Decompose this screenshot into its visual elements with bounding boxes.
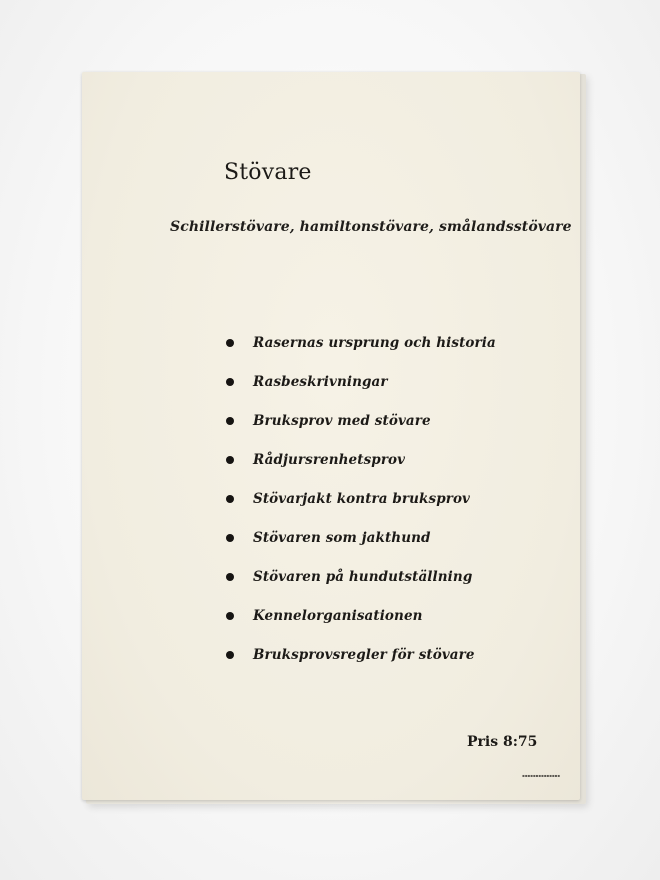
bullet-icon — [226, 378, 234, 386]
book-title: Stövare — [224, 160, 312, 185]
list-item-label: Stövarjakt kontra bruksprov — [253, 490, 471, 507]
list-item — [226, 323, 496, 362]
list-item — [226, 518, 496, 557]
list-item-label: Rasernas ursprung och historia — [253, 334, 496, 351]
bullet-icon — [226, 339, 234, 347]
list-item — [226, 440, 496, 479]
price-label: Pris 8:75 — [467, 734, 538, 750]
list-item-label: Stövaren på hundutställning — [253, 568, 473, 585]
list-item — [226, 362, 496, 401]
list-item-label: Kennelorganisationen — [253, 607, 423, 624]
list-item — [226, 401, 496, 440]
list-item-label: Bruksprov med stövare — [253, 412, 431, 429]
bullet-icon — [226, 456, 234, 464]
list-item — [226, 596, 496, 635]
list-item-label: Bruksprovsregler för stövare — [253, 646, 475, 663]
list-item — [226, 479, 496, 518]
bullet-icon — [226, 612, 234, 620]
bullet-icon — [226, 495, 234, 503]
bullet-icon — [226, 417, 234, 425]
printer-imprint-mark: ▪▪▪▪▪▪▪▪▪▪▪▪▪▪ — [522, 773, 560, 778]
list-item-label: Stövaren som jakthund — [253, 529, 431, 546]
book-subtitle: Schillerstövare, hamiltonstövare, smålandsstövare — [170, 219, 572, 235]
bullet-icon — [226, 573, 234, 581]
bullet-icon — [226, 534, 234, 542]
list-item — [226, 635, 496, 674]
list-item-label: Rådjursrenhetsprov — [253, 451, 406, 468]
list-item — [226, 557, 496, 596]
contents-list — [226, 323, 496, 674]
bullet-icon — [226, 651, 234, 659]
list-item-label: Rasbeskrivningar — [253, 373, 388, 390]
